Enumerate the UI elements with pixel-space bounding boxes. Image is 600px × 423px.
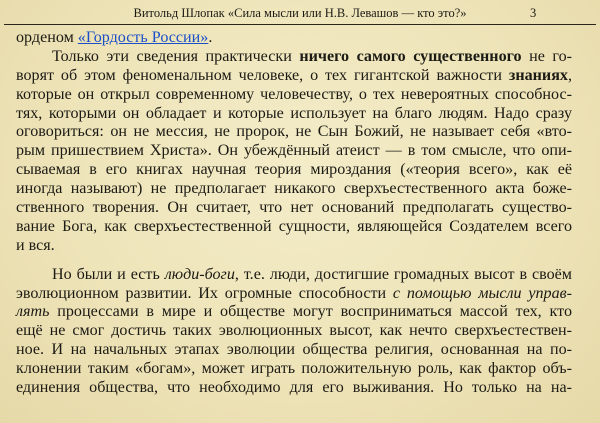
text-line: рым пришествием Христа». Он убеждённый атеист — в том смысле, что опи-	[16, 142, 572, 160]
italic-phrase: люди-боги	[164, 265, 235, 283]
bold-phrase: ничего самого существенного	[299, 47, 522, 65]
paragraph-1	[16, 48, 572, 256]
paragraph-gap	[16, 256, 572, 266]
text-line: Но были и есть люди-боги, т.е. люди, достигшие громадных высот в своём	[52, 265, 572, 283]
italic-phrase: с помощью мысли управ-	[392, 284, 572, 302]
text-line: и вся.	[16, 236, 55, 254]
text-line: клонении таким «богам», может играть положительную роль, как фактор объ-	[16, 360, 572, 378]
text-line: ещё не смог достичь таких эволюционных высот, как нечто сверхъестествен-	[16, 322, 572, 340]
text-line: ственного творения. Он считает, что нет оснований предполагать существо-	[16, 199, 572, 217]
text-line: тях, которыми он обладает и которые использует на благо людям. Надо сразу	[16, 104, 572, 122]
bold-word: знаниях	[508, 66, 568, 84]
text-line: Только эти сведения практически ничего самого существенного не го-	[52, 47, 572, 65]
page-body	[16, 29, 572, 398]
header-rule	[4, 24, 596, 25]
text-line: оговориться: он не мессия, не пророк, не Сын Божий, не называет себя «вто-	[16, 123, 572, 141]
text-line: орденом «Гордость России».	[16, 29, 213, 46]
text-line: эволюционном развитии. Их огромные способности с помощью мысли управ-	[16, 284, 572, 302]
text-line: единения общества, что необходимо для его выживания. Но только на на-	[16, 379, 572, 397]
text-line: вание Бога, как сверхъестественной сущности, являющейся Создателем всего	[16, 217, 572, 235]
text-line: сываемая в его книгах научная теория мироздания («теория всего», как её	[16, 161, 572, 179]
text-line: ворят об этом феноменальном человеке, о тех гигантской важности знаниях,	[16, 66, 572, 84]
running-title: Витольд Шлопак «Сила мысли или Н.В. Левашов — кто это?»	[133, 6, 467, 20]
page-header	[0, 0, 600, 28]
page-number: 3	[530, 6, 537, 20]
gordost-rossii-link[interactable]: «Гордость России»	[77, 29, 209, 46]
paragraph-2	[16, 266, 572, 398]
text-line: лять процессами в мире и обществе могут восприниматься массой тех, кто	[16, 303, 572, 321]
text-line: ное. И на начальных этапах эволюции общества религия, основанная на по-	[16, 341, 572, 359]
italic-phrase: лять	[16, 303, 50, 321]
text-line: иногда называют) не предполагает никакого сверхъестественного акта боже-	[16, 180, 572, 198]
text-line: которые он открыл современному человечеству, о тех невероятных способнос-	[16, 85, 572, 103]
